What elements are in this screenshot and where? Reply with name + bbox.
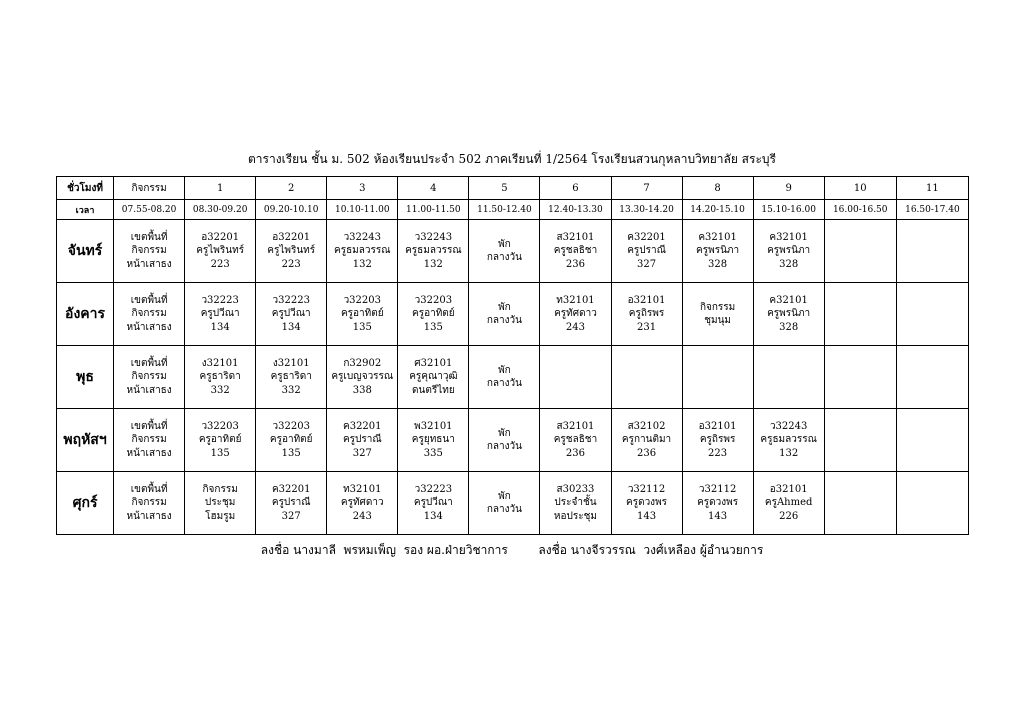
cell-text-line: ค32101 bbox=[769, 231, 808, 243]
cell-text-line: กลางวัน bbox=[486, 378, 522, 389]
cell-text-line: ครูปราณี bbox=[627, 245, 666, 257]
cell-text-line: ครูปวีณา bbox=[200, 308, 240, 320]
cell-text-line: หน้าเสาธง bbox=[126, 258, 172, 270]
schedule-cell bbox=[398, 346, 469, 409]
schedule-cell bbox=[469, 346, 540, 409]
cell-text-line: ครูถิรพร bbox=[699, 434, 736, 446]
schedule-cell bbox=[682, 472, 753, 535]
cell-text-line: ค32201 bbox=[343, 420, 382, 432]
cell-text-line: ค32101 bbox=[769, 294, 808, 306]
cell-text-line: 328 bbox=[779, 258, 799, 270]
schedule-cell bbox=[469, 220, 540, 283]
time-cell: 07.55-08.20 bbox=[114, 200, 185, 220]
cell-text-line: ว32223 bbox=[414, 483, 453, 495]
cell-text-line: 335 bbox=[423, 447, 443, 459]
time-cell: 10.10-11.00 bbox=[327, 200, 398, 220]
cell-text-line: พัก bbox=[498, 238, 511, 250]
cell-text-line: 236 bbox=[565, 258, 586, 270]
header-period-cell: 6 bbox=[540, 177, 611, 200]
schedule-cell bbox=[327, 472, 398, 535]
cell-text-line: ครูชลธิชา bbox=[553, 434, 598, 446]
cell-text-line: อ32101 bbox=[769, 483, 808, 495]
cell-text-line: ครูอาทิตย์ bbox=[340, 308, 384, 320]
cell-text-line: ครูธาริดา bbox=[199, 371, 241, 383]
cell-text-line: ครูปราณี bbox=[271, 497, 311, 509]
cell-text-line: ส32101 bbox=[556, 231, 595, 243]
schedule-cell bbox=[185, 472, 256, 535]
cell-text-line: พัก bbox=[498, 427, 511, 439]
schedule-cell bbox=[540, 409, 611, 472]
cell-text-line: โฮมรูม bbox=[205, 510, 236, 522]
schedule-cell bbox=[114, 346, 185, 409]
cell-text-line: อ32101 bbox=[627, 294, 666, 306]
cell-text-line: 226 bbox=[779, 510, 799, 522]
cell-text-line: ส30233 bbox=[556, 483, 595, 495]
cell-text-line: ค32201 bbox=[271, 483, 311, 495]
cell-text-line: ว32203 bbox=[343, 294, 381, 306]
schedule-cell bbox=[753, 472, 824, 535]
time-cell: 08.30-09.20 bbox=[185, 200, 256, 220]
cell-text-line: 223 bbox=[210, 258, 230, 270]
cell-text-line: ครูAhmed bbox=[764, 497, 813, 509]
cell-text-line: 332 bbox=[281, 384, 301, 396]
schedule-cell bbox=[824, 409, 896, 472]
header-corner-cell: ชั่วโมงที่ bbox=[57, 177, 114, 200]
schedule-cell bbox=[256, 472, 327, 535]
time-cell: 09.20-10.10 bbox=[256, 200, 327, 220]
schedule-cell bbox=[256, 283, 327, 346]
cell-text-line: ครูไพรินทร์ bbox=[267, 245, 316, 257]
cell-text-line: ว32243 bbox=[769, 420, 808, 432]
cell-text-line: อ32201 bbox=[201, 231, 240, 243]
cell-text-line: เขตพื้นที่ bbox=[130, 231, 168, 243]
schedule-cell bbox=[327, 409, 398, 472]
cell-text-line: 135 bbox=[281, 447, 301, 459]
schedule-cell bbox=[114, 283, 185, 346]
header-period-cell: 7 bbox=[611, 177, 682, 200]
cell-text-line: ก32902 bbox=[343, 357, 382, 369]
cell-text-line: ง32101 bbox=[201, 357, 239, 369]
schedule-cell bbox=[256, 220, 327, 283]
cell-text-line: ครูปวีณา bbox=[271, 308, 311, 320]
cell-text-line: เขตพื้นที่ bbox=[130, 294, 168, 306]
cell-text-line: ว32203 bbox=[272, 420, 310, 432]
cell-text-line: 143 bbox=[708, 510, 728, 522]
cell-text-line: กิจกรรม bbox=[202, 483, 238, 495]
cell-text-line: อ32101 bbox=[698, 420, 737, 432]
cell-text-line: 328 bbox=[779, 321, 799, 333]
cell-text-line: หน้าเสาธง bbox=[126, 321, 172, 333]
day-label-cell: พฤหัสฯ bbox=[57, 409, 114, 472]
cell-text-line: หน้าเสาธง bbox=[126, 510, 172, 522]
cell-text-line: ครูปวีณา bbox=[413, 497, 453, 509]
day-row bbox=[57, 409, 969, 472]
cell-text-line: ครูถิรพร bbox=[628, 308, 665, 320]
cell-text-line: ว32112 bbox=[698, 483, 737, 495]
cell-text-line: ประชุม bbox=[204, 497, 236, 509]
cell-text-line: ครูคุณาวุฒิ bbox=[409, 371, 458, 383]
cell-text-line: ดนตรีไทย bbox=[412, 384, 455, 396]
schedule-cell bbox=[682, 409, 753, 472]
cell-text-line: 236 bbox=[636, 447, 657, 459]
cell-text-line: ว32223 bbox=[272, 294, 310, 306]
cell-text-line: ส32101 bbox=[556, 420, 595, 432]
schedule-cell bbox=[469, 283, 540, 346]
cell-text-line: 132 bbox=[779, 447, 799, 459]
cell-text-line: กิจกรรม bbox=[131, 434, 167, 446]
schedule-cell bbox=[824, 346, 896, 409]
cell-text-line: 328 bbox=[708, 258, 728, 270]
cell-text-line: ประจำชั้น bbox=[554, 497, 597, 509]
schedule-cell bbox=[398, 472, 469, 535]
cell-text-line: 143 bbox=[636, 510, 657, 522]
header-period-cell: 5 bbox=[469, 177, 540, 200]
cell-text-line: ครูชลธิชา bbox=[553, 245, 598, 257]
schedule-cell bbox=[256, 346, 327, 409]
schedule-cell bbox=[398, 283, 469, 346]
cell-text-line: 236 bbox=[565, 447, 586, 459]
time-cell: 14.20-15.10 bbox=[682, 200, 753, 220]
schedule-cell bbox=[114, 409, 185, 472]
schedule-cell bbox=[327, 283, 398, 346]
cell-text-line: ครูธาริดา bbox=[270, 371, 312, 383]
schedule-cell bbox=[114, 472, 185, 535]
header-period-cell: 2 bbox=[256, 177, 327, 200]
cell-text-line: 243 bbox=[565, 321, 586, 333]
cell-text-line: ครูยุทธนา bbox=[411, 434, 455, 446]
cell-text-line: 223 bbox=[708, 447, 728, 459]
schedule-cell bbox=[469, 409, 540, 472]
cell-text-line: พัก bbox=[498, 364, 511, 376]
schedule-cell bbox=[753, 409, 824, 472]
header-period-cell: 8 bbox=[682, 177, 753, 200]
schedule-cell bbox=[185, 220, 256, 283]
day-row bbox=[57, 472, 969, 535]
cell-text-line: ค32201 bbox=[627, 231, 666, 243]
cell-text-line: ค32101 bbox=[698, 231, 737, 243]
cell-text-line: 223 bbox=[281, 258, 301, 270]
cell-text-line: ครูพรนิภา bbox=[696, 245, 740, 257]
header-activity-cell: กิจกรรม bbox=[114, 177, 185, 200]
day-label-cell: ศุกร์ bbox=[57, 472, 114, 535]
cell-text-line: หน้าเสาธง bbox=[126, 384, 172, 396]
cell-text-line: ท32101 bbox=[556, 294, 595, 306]
cell-text-line: ครูไพรินทร์ bbox=[196, 245, 245, 257]
time-cell: 11.50-12.40 bbox=[469, 200, 540, 220]
schedule-cell bbox=[185, 283, 256, 346]
schedule-cell bbox=[896, 409, 968, 472]
schedule-cell bbox=[185, 346, 256, 409]
time-cell: 16.00-16.50 bbox=[824, 200, 896, 220]
time-cell: 11.00-11.50 bbox=[398, 200, 469, 220]
cell-text-line: ครูกานติมา bbox=[621, 434, 672, 446]
page-title: ตารางเรียน ชั้น ม. 502 ห้องเรียนประจำ 502 ภาคเรียนที่ 1/2564 โรงเรียนสวนกุหลาบวิทยาลัย สระบุรี bbox=[248, 152, 776, 166]
cell-text-line: 327 bbox=[352, 447, 372, 459]
cell-text-line: หน้าเสาธง bbox=[126, 447, 172, 459]
schedule-cell bbox=[753, 283, 824, 346]
time-cell: 13.30-14.20 bbox=[611, 200, 682, 220]
cell-text-line: 134 bbox=[423, 510, 443, 522]
cell-text-line: 135 bbox=[210, 447, 230, 459]
schedule-cell bbox=[540, 283, 611, 346]
schedule-cell bbox=[611, 409, 682, 472]
schedule-cell bbox=[682, 283, 753, 346]
schedule-cell bbox=[469, 472, 540, 535]
cell-text-line: กลางวัน bbox=[486, 315, 522, 326]
time-cell: 16.50-17.40 bbox=[896, 200, 968, 220]
header-period-cell: 9 bbox=[753, 177, 824, 200]
time-cell: 12.40-13.30 bbox=[540, 200, 611, 220]
cell-text-line: ครูธมลวรรณ bbox=[405, 245, 462, 257]
cell-text-line: ครูอาทิตย์ bbox=[412, 308, 455, 320]
day-row bbox=[57, 220, 969, 283]
cell-text-line: หอประชุม bbox=[553, 510, 597, 522]
cell-text-line: ครูทัศดาว bbox=[554, 308, 597, 320]
cell-text-line: พัก bbox=[498, 490, 511, 502]
schedule-cell bbox=[540, 220, 611, 283]
cell-text-line: ครูธมลวรรณ bbox=[760, 434, 817, 446]
cell-text-line: 132 bbox=[352, 258, 372, 270]
schedule-cell bbox=[682, 220, 753, 283]
cell-text-line: อ32201 bbox=[272, 231, 311, 243]
cell-text-line: กิจกรรม bbox=[131, 308, 167, 320]
schedule-cell bbox=[753, 220, 824, 283]
time-cell: 15.10-16.00 bbox=[753, 200, 824, 220]
cell-text-line: กิจกรรม bbox=[131, 245, 167, 257]
schedule-cell bbox=[185, 409, 256, 472]
schedule-cell bbox=[824, 472, 896, 535]
cell-text-line: ว32203 bbox=[414, 294, 453, 306]
schedule-cell bbox=[824, 220, 896, 283]
cell-text-line: กิจกรรม bbox=[131, 371, 167, 383]
cell-text-line: ว32243 bbox=[343, 231, 381, 243]
day-label-cell: จันทร์ bbox=[57, 220, 114, 283]
cell-text-line: ครูพรนิภา bbox=[767, 308, 811, 320]
signature-line: ลงชื่อ นางมาลี พรหมเพ็ญ รอง ผอ.ฝ่ายวิชาการ ลงชื่อ นางจีรวรรณ วงศ์เหลือง ผู้อำนวยการ bbox=[260, 543, 764, 557]
cell-text-line: ท32101 bbox=[343, 483, 382, 495]
cell-text-line: พัก bbox=[498, 301, 511, 313]
day-row bbox=[57, 346, 969, 409]
cell-text-line: กิจกรรม bbox=[131, 497, 167, 509]
schedule-cell bbox=[256, 409, 327, 472]
schedule-cell bbox=[114, 220, 185, 283]
cell-text-line: 231 bbox=[636, 321, 657, 333]
cell-text-line: ครูปราณี bbox=[342, 434, 382, 446]
cell-text-line: ครูธมลวรรณ bbox=[334, 245, 391, 257]
schedule-cell bbox=[896, 472, 968, 535]
header-period-cell: 10 bbox=[824, 177, 896, 200]
cell-text-line: เขตพื้นที่ bbox=[130, 357, 168, 369]
schedule-cell bbox=[611, 346, 682, 409]
cell-text-line: 134 bbox=[281, 321, 301, 333]
schedule-cell bbox=[611, 220, 682, 283]
cell-text-line: กลางวัน bbox=[486, 504, 522, 515]
cell-text-line: ครูทัศดาว bbox=[340, 497, 384, 509]
cell-text-line: ว32223 bbox=[201, 294, 239, 306]
cell-text-line: 327 bbox=[636, 258, 657, 270]
cell-text-line: ว32203 bbox=[201, 420, 239, 432]
cell-text-line: ส32102 bbox=[627, 420, 666, 432]
cell-text-line: ง32101 bbox=[272, 357, 310, 369]
cell-text-line: 135 bbox=[352, 321, 372, 333]
header-period-cell: 11 bbox=[896, 177, 968, 200]
cell-text-line: ว32112 bbox=[627, 483, 666, 495]
header-period-cell: 1 bbox=[185, 177, 256, 200]
time-label-cell: เวลา bbox=[57, 200, 114, 220]
cell-text-line: ครูเบญจวรรณ bbox=[331, 371, 394, 383]
cell-text-line: 338 bbox=[352, 384, 372, 396]
schedule-table bbox=[56, 176, 969, 535]
header-period-cell: 4 bbox=[398, 177, 469, 200]
cell-text-line: กลางวัน bbox=[486, 441, 522, 452]
schedule-cell bbox=[611, 472, 682, 535]
cell-text-line: เขตพื้นที่ bbox=[130, 420, 168, 432]
schedule-cell bbox=[896, 346, 968, 409]
cell-text-line: 134 bbox=[210, 321, 230, 333]
schedule-cell bbox=[398, 409, 469, 472]
cell-text-line: ครูอาทิตย์ bbox=[198, 434, 242, 446]
cell-text-line: ครูดวงพร bbox=[697, 497, 739, 509]
cell-text-line: ศ32101 bbox=[414, 357, 453, 369]
schedule-cell bbox=[398, 220, 469, 283]
day-label-cell: พุธ bbox=[57, 346, 114, 409]
schedule-cell bbox=[327, 346, 398, 409]
header-row bbox=[57, 177, 969, 200]
schedule-cell bbox=[896, 220, 968, 283]
schedule-cell bbox=[682, 346, 753, 409]
cell-text-line: ชุมนุม bbox=[704, 315, 731, 326]
cell-text-line: เขตพื้นที่ bbox=[130, 483, 168, 495]
day-row bbox=[57, 283, 969, 346]
schedule-cell bbox=[824, 283, 896, 346]
cell-text-line: 332 bbox=[210, 384, 230, 396]
cell-text-line: 132 bbox=[423, 258, 443, 270]
cell-text-line: ว32243 bbox=[414, 231, 453, 243]
schedule-cell bbox=[753, 346, 824, 409]
day-label-cell: อังคาร bbox=[57, 283, 114, 346]
cell-text-line: 243 bbox=[352, 510, 372, 522]
header-period-cell: 3 bbox=[327, 177, 398, 200]
time-row bbox=[57, 200, 969, 220]
schedule-cell bbox=[896, 283, 968, 346]
cell-text-line: ครูอาทิตย์ bbox=[269, 434, 313, 446]
cell-text-line: 135 bbox=[423, 321, 443, 333]
cell-text-line: ครูพรนิภา bbox=[767, 245, 811, 257]
cell-text-line: 327 bbox=[281, 510, 301, 522]
schedule-cell bbox=[540, 346, 611, 409]
schedule-cell bbox=[327, 220, 398, 283]
cell-text-line: ครูดวงพร bbox=[626, 497, 668, 509]
schedule-cell bbox=[611, 283, 682, 346]
cell-text-line: กลางวัน bbox=[486, 252, 522, 263]
cell-text-line: กิจกรรม bbox=[699, 301, 736, 313]
cell-text-line: พ32101 bbox=[414, 420, 453, 432]
schedule-cell bbox=[540, 472, 611, 535]
